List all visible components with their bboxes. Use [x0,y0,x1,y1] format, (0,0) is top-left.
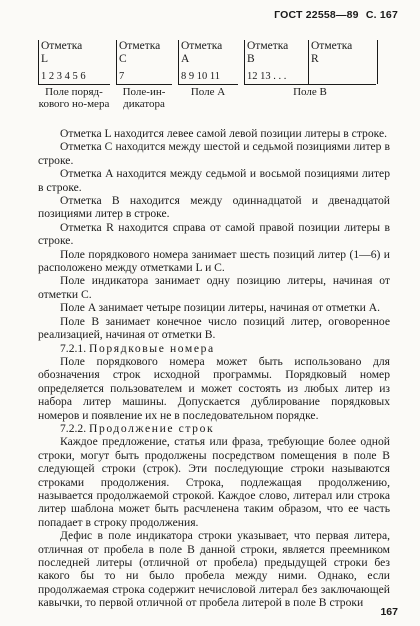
body-text [38,127,390,610]
marker-letter: A [181,53,190,65]
section-title: Продолжение строк [89,421,215,435]
marker-box-a [178,40,241,84]
marker-box-r [308,40,378,84]
page-number: С. 167 [365,9,398,21]
field-label-a: Поле А [190,86,226,98]
paragraph: Отметка L находится левее самой левой позиции литеры в строке. [60,127,388,140]
marker-label: Отметка [181,40,223,52]
section-heading [38,422,390,435]
marker-label: Отметка [41,40,83,52]
paragraph: Поле порядкового номера может быть использовано для обозначения строк исходной программы. Порядковый номер определяется пользователем и может состоять из любых литер из набора литер машины. Допускается дублирование порядковых номеров и появление их не в последовательном порядке. [38,354,390,422]
paragraph: Поле A занимает четыре позиции литеры, начиная от отметки A. [60,301,381,315]
paragraph: Отметка R находится справа от самой правой позиции литеры в строке. [38,220,390,248]
page-header [270,9,398,21]
marker-diagram [38,40,388,126]
marker-label: Отметка [247,40,289,52]
marker-label: Отметка [311,40,353,52]
marker-box-c [116,40,175,84]
section-number: 7.2.1. [60,341,87,355]
field-underline-b [244,84,376,85]
marker-positions: 12 13 . . . [247,71,287,82]
marker-letter: L [41,53,49,65]
paragraph: Поле B занимает конечное число позиций литер, оговоренное реализацией, начиная от отметки B. [38,314,390,342]
field-underline-a [178,84,238,85]
page-footer-number: 167 [380,606,398,618]
marker-positions: 8 9 10 11 [181,71,220,82]
paragraph: Поле порядкового номера занимает шесть позиций литер (1—6) и расположено между отметками L и C. [38,247,390,275]
standard-code: ГОСТ 22558—89 [274,9,359,21]
marker-positions: 1 2 3 4 5 6 [41,71,86,82]
marker-box-l [38,40,113,84]
marker-letter: C [119,53,127,65]
marker-box-b [244,40,305,84]
field-underline-seq [38,84,110,85]
marker-letter: R [311,53,319,65]
marker-letter: B [247,53,255,65]
field-label-indicator: Поле-ин-дикатора [122,86,166,110]
paragraph: Отметка C находится между шестой и седьмой позициями литер в строке. [38,140,390,167]
paragraph: Поле индикатора занимает одну позицию литеры, начиная от отметки C. [38,274,390,301]
marker-label: Отметка [119,40,161,52]
paragraph: Каждое предложение, статья или фраза, требующие более одной строки, могут быть продолжены посредством помещения в поле B следующей строки (строк). Эти последующие строки называются строками продолжения. Строка, подлежащая продолжению, называется продолжаемой строкой. Каждое слово, литерал или строка литер шаблона может быть расчленена таким образом, что ее часть попадает в строку продолжения. [38,435,390,529]
field-label-b: Поле В [293,86,327,98]
paragraph: Дефис в поле индикатора строки указывает, что первая литера, отличная от пробела в поле B данной строки, является преемником последней литеры (отличной от пробела) предыдущей строки без какого бы то ни было пробела между ними. Однако, если продолжаемая строка содержит нечисловой литерал без заключающей кавычки, то первой отличной от пробела литерой в поле B строки [38,529,390,610]
marker-positions: 7 [119,71,125,82]
paragraph: Отметка A находится между седьмой и восьмой позициями литер в строке. [38,167,390,194]
section-number: 7.2.2. [60,421,87,435]
field-label-seq: Поле поряд-кового но-мера [38,86,110,110]
paragraph: Отметка B находится между одиннадцатой и двенадцатой позициями литер в строке. [38,194,390,221]
section-heading [38,342,390,355]
field-underline-indicator [116,84,172,85]
section-title: Порядковые номера [89,341,215,355]
